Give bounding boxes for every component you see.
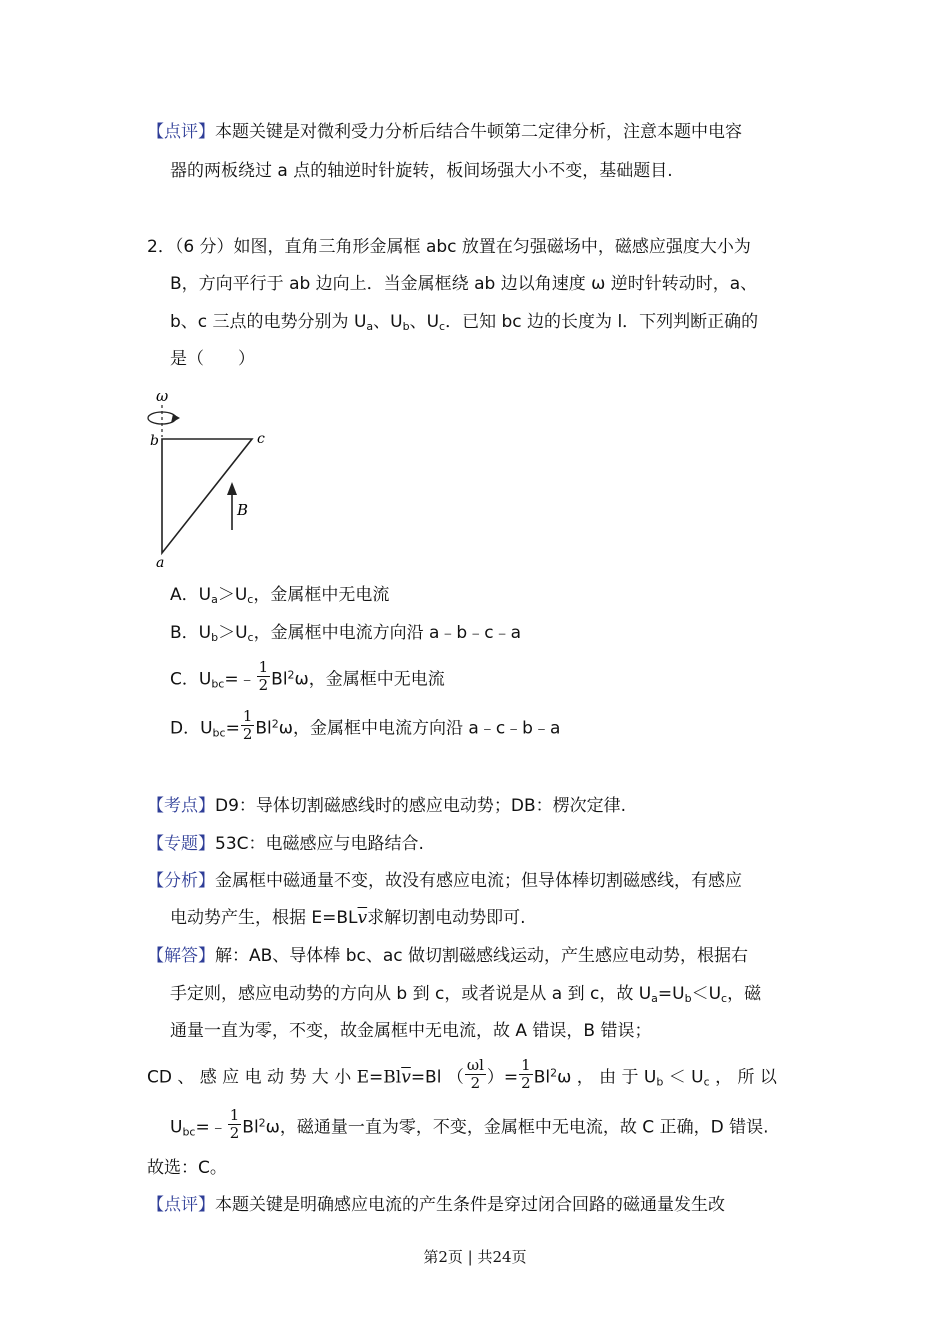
figure-omega-label: ω — [156, 387, 169, 405]
fenxi-line2: 电动势产生，根据 $E=BL\overline{v}$求解切割电动势即可. — [170, 908, 526, 928]
kaodian-tag: 【考点】 — [147, 796, 215, 816]
zhuanti-tag: 【专题】 — [147, 834, 215, 854]
figure-B-label: B — [237, 501, 249, 519]
jieda-line5: $U_{bc}=﹣$ $\frac{1}{2}$ Bl$^2$ω，磁通量一直为零，不变，金属框中无电流，故 C 正确，D 错误. — [170, 1106, 769, 1142]
jieda-line1: 【解答】解：AB、导体棒 bc、ac 做切割磁感线运动，产生感应电动势，根据右 — [147, 946, 749, 966]
fenxi-tag: 【分析】 — [147, 871, 215, 891]
figure-a-label: a — [156, 555, 165, 570]
option-d[interactable]: D．$U_{bc}=$ $\frac{1}{2}$ Bl$^2$ω，金属框中电流方向沿 a﹣c﹣b﹣a — [170, 707, 561, 743]
jieda-line6: 故选：C。 — [147, 1158, 227, 1178]
triangle-frame — [162, 439, 252, 553]
fenxi-line1: 【分析】金属框中磁通量不变，故没有感应电流；但导体棒切割磁感线，有感应 — [147, 871, 742, 891]
option-c[interactable]: C．$U_{bc}=﹣$ $\frac{1}{2}$ Bl$^2$ω，金属框中无电流 — [170, 658, 445, 694]
page-footer: 第2页 | 共24页 — [423, 1248, 527, 1266]
jieda-tag: 【解答】 — [147, 946, 215, 966]
review1-line2: 器的两板绕过 a 点的轴逆时针旋转，板间场强大小不变，基础题目. — [170, 161, 673, 181]
option-b[interactable]: B．$U_b>U_c$，金属框中电流方向沿 a﹣b﹣c﹣a — [170, 623, 521, 644]
question-line4: 是（ ） — [170, 349, 255, 369]
triangle-figure — [140, 385, 280, 570]
option-a[interactable]: A．$U_a>U_c$，金属框中无电流 — [170, 585, 390, 606]
jieda-line4: CD 、 感 应 电 动 势 大 小 $E=Bl\overline{v}=Bl$ （ $\frac{\omega l}{2}$ ）= $\frac{1}{2}$ Bl$^2$ω ， 由 于 $U_b < U_c$ ， 所 以 — [147, 1056, 777, 1092]
review1-line1 — [147, 121, 742, 143]
zhuanti-line: 【专题】53C：电磁感应与电路结合. — [147, 834, 424, 854]
figure-b-label: b — [150, 433, 159, 449]
jieda-line3: 通量一直为零，不变，故金属框中无电流，故 A 错误，B 错误； — [170, 1021, 652, 1041]
question-line2: B，方向平行于 ab 边向上．当金属框绕 ab 边以角速度 ω 逆时针转动时，a、 — [170, 274, 758, 294]
fraction: $\frac{1}{2}$ — [242, 707, 253, 743]
question-line3: b、c 三点的电势分别为 $U_a$、$U_b$、$U_c$．已知 bc 边的长度为 l．下列判断正确的 — [170, 312, 759, 333]
figure-c-label: c — [257, 431, 265, 447]
question-line1: 2．（6 分）如图，直角三角形金属框 abc 放置在匀强磁场中，磁感应强度大小为 — [147, 237, 751, 257]
review1-text1: 本题关键是对微利受力分析后结合牛顿第二定律分析，注意本题中电容 — [215, 122, 742, 142]
review2-line1: 【点评】本题关键是明确感应电流的产生条件是穿过闭合回路的磁通量发生改 — [147, 1195, 725, 1215]
jieda-line2: 手定则，感应电动势的方向从 b 到 c，或者说是从 a 到 c，故 $U_a=U_b<U_c$，磁 — [170, 984, 762, 1005]
kaodian-line: 【考点】D9：导体切割磁感线时的感应电动势；DB：楞次定律. — [147, 796, 627, 816]
review-tag: 【点评】 — [147, 1195, 215, 1215]
fraction: $\frac{1}{2}$ — [258, 658, 269, 694]
review-tag: 【点评】 — [147, 122, 215, 142]
